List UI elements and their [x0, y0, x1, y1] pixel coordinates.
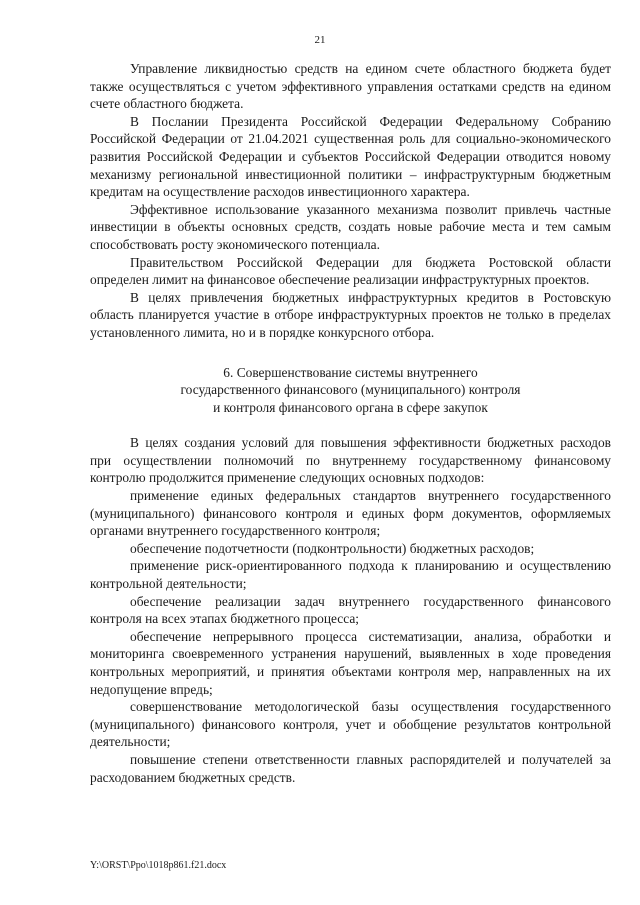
paragraph: Эффективное использование указанного механизма позволит привлечь частные инвестиции в объекты основных средств, создать новые рабочие места и тем самым способствовать росту экономического потенциала. [90, 201, 611, 252]
list-item: совершенствование методологической базы осуществления государственного (муниципального) финансового контроля, учет и обобщение результатов контрольной деятельности; [90, 699, 611, 750]
section-heading-line: государственного финансового (муниципального) контроля [180, 382, 521, 398]
section-heading-line: 6. Совершенствование системы внутреннего [223, 364, 478, 380]
list-item: обеспечение непрерывного процесса систематизации, анализа, обработки и мониторинга своевременного устранения нарушений, выявленных в ходе проведения контрольных мероприятий, и принятия объектами контроля мер, направленных на их недопущение впредь; [90, 628, 611, 697]
paragraph: В Послании Президента Российской Федерации Федеральному Собранию Российской Федерации от 21.04.2021 существенная роль для социально-экономического развития Российской Федерации и субъектов Российской Федерации отводится новому механизму региональной инвестиционной политики – инфраструктурным бюджетным кредитам на осуществление расходов инвестиционного характера. [90, 113, 611, 200]
list-item: повышение степени ответственности главных распорядителей и получателей за расходованием бюджетных средств. [90, 751, 611, 785]
document-body [90, 60, 611, 786]
paragraph: Правительством Российской Федерации для бюджета Ростовской области определен лимит на финансовое обеспечение реализации инфраструктурных проектов. [90, 254, 611, 288]
list-item: применение риск-ориентированного подхода к планированию и осуществлению контрольной деятельности; [90, 558, 611, 592]
page-number: 21 [314, 34, 326, 46]
paragraph: В целях создания условий для повышения эффективности бюджетных расходов при осуществлении полномочий по внутреннему государственному финансовому контролю продолжится применение следующих основных подходов: [90, 435, 611, 486]
list-item: применение единых федеральных стандартов внутреннего государственного (муниципального) финансового контроля и единых форм документов, оформляемых органами внутреннего государственного контроля; [90, 488, 611, 539]
section-heading [90, 364, 611, 417]
list-item: обеспечение реализации задач внутреннего государственного финансового контроля на всех этапах бюджетного процесса; [90, 593, 611, 627]
footer-file-path: Y:\ORST\Ppo\1018p861.f21.docx [90, 860, 227, 871]
section-heading-line: и контроля финансового органа в сфере закупок [213, 399, 488, 415]
paragraph: В целях привлечения бюджетных инфраструктурных кредитов в Ростовскую область планируется участие в отборе инфраструктурных проектов не только в пределах установленного лимита, но и в порядке конкурсного отбора. [90, 289, 611, 340]
list-item: обеспечение подотчетности (подконтрольности) бюджетных расходов; [130, 540, 535, 556]
paragraph: Управление ликвидностью средств на едином счете областного бюджета будет также осуществляться с учетом эффективного управления остатками средств на едином счете областного бюджета. [90, 61, 611, 112]
